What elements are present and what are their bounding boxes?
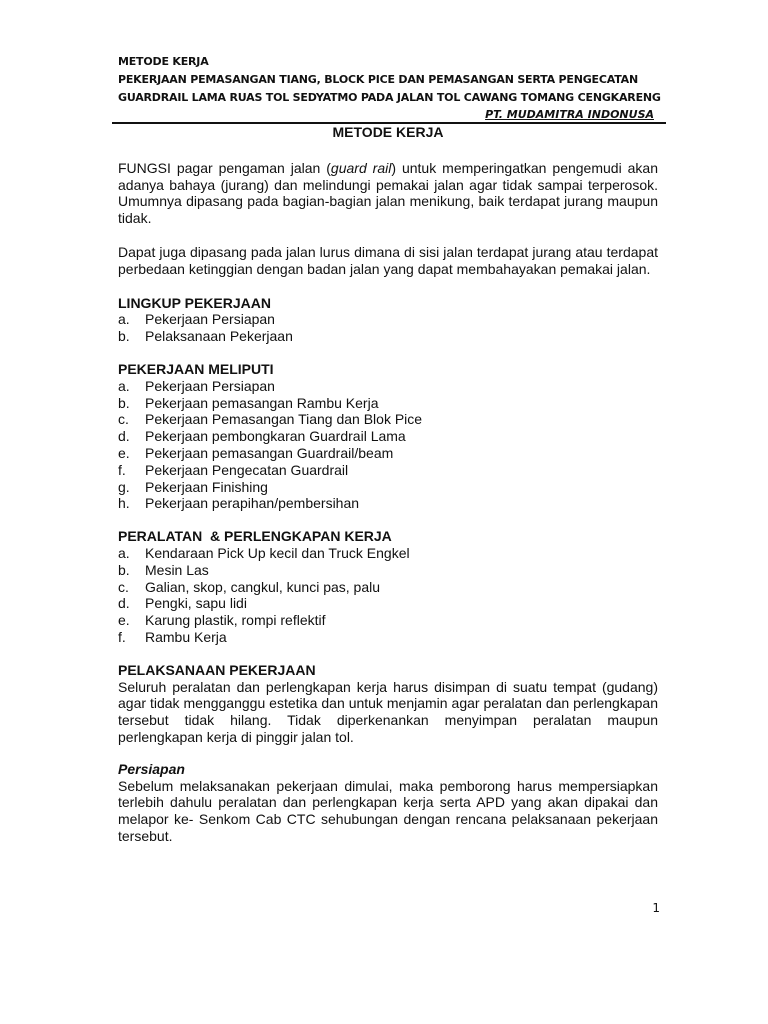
list-text: Pekerjaan pemasangan Guardrail/beam [145, 444, 394, 461]
document-body [118, 124, 658, 862]
list-item [118, 595, 658, 612]
list-text: Pekerjaan perapihan/pembersihan [145, 495, 360, 512]
list-peralatan [118, 545, 658, 646]
page-number: 1 [652, 901, 660, 915]
list-item [118, 328, 658, 345]
list-item [118, 428, 658, 445]
list-item [118, 411, 658, 428]
list-item [118, 462, 658, 479]
intro-p1-before: FUNGSI pagar pengaman jalan ( [118, 159, 331, 176]
section-title-pelaksanaan: PELAKSANAAN PEKERJAAN [118, 661, 316, 678]
list-item [118, 378, 658, 395]
intro-paragraph-1 [118, 160, 658, 227]
list-marker: a. [118, 377, 130, 394]
list-item [118, 562, 658, 579]
intro-p1-after: ) untuk memperingatkan pengemudi akan adanya bahaya (jurang) dan melindungi pemakai jalan agar tidak sampai terperosok. Umumnya dipasang pada bagian-bagian jalan menikung, baik terdapat jurang maupun tidak. [118, 159, 658, 227]
intro-p1-italic: guard rail [330, 159, 392, 176]
pelaksanaan-paragraph: Seluruh peralatan dan perlengkapan kerja harus disimpan di suatu tempat (gudang) agar tidak mengganggu estetika dan untuk menjamin agar peralatan dan perlengkapan tersebut tidak hilang. Tidak diperkenankan menyimpan peralatan maupun perlengkapan kerja di pinggir jalan tol. [118, 678, 658, 745]
intro-paragraph-2: Dapat juga dipasang pada jalan lurus dimana di sisi jalan terdapat jurang atau terdapat perbedaan ketinggian dengan badan jalan yang dapat membahayakan pemakai jalan. [118, 243, 658, 277]
list-item [118, 579, 658, 596]
list-marker: b. [118, 328, 130, 345]
list-text: Kendaraan Pick Up kecil dan Truck Engkel [145, 544, 410, 561]
list-item [118, 311, 658, 328]
list-text: Pekerjaan Persiapan [145, 311, 275, 328]
list-meliputi [118, 378, 658, 512]
list-item [118, 479, 658, 496]
list-text: Rambu Kerja [145, 628, 227, 645]
header-line-2: PEKERJAAN PEMASANGAN TIANG, BLOCK PICE DAN PEMASANGAN SERTA PENGECATAN [118, 73, 638, 86]
list-text: Pekerjaan Pemasangan Tiang dan Blok Pice [145, 411, 423, 428]
list-item [118, 629, 658, 646]
list-marker: b. [118, 561, 130, 578]
list-item [118, 395, 658, 412]
list-text: Pekerjaan pemasangan Rambu Kerja [145, 394, 379, 411]
list-marker: a. [118, 544, 130, 561]
section-title-meliputi: PEKERJAAN MELIPUTI [118, 360, 274, 377]
list-text: Pekerjaan Persiapan [145, 377, 275, 394]
persiapan-paragraph: Sebelum melaksanakan pekerjaan dimulai, maka pemborong harus mempersiapkan terlebih dahulu peralatan dan perlengkapan kerja serta APD yang akan dipakai dan melapor ke- Senkom Cab CTC sehubungan dengan rencana pelaksanaan pekerjaan tersebut. [118, 777, 658, 844]
list-text: Pengki, sapu lidi [145, 595, 247, 612]
list-text: Pekerjaan Finishing [145, 478, 268, 495]
list-marker: c. [118, 578, 129, 595]
header-line-1: METODE KERJA [118, 55, 209, 68]
header-line-3: GUARDRAIL LAMA RUAS TOL SEDYATMO PADA JALAN TOL CAWANG TOMANG CENGKARENG [118, 91, 661, 104]
company-name: PT. MUDAMITRA INDONUSA [485, 108, 654, 121]
list-text: Pelaksanaan Pekerjaan [145, 328, 293, 345]
document-header [118, 53, 664, 107]
page-title: METODE KERJA [332, 124, 444, 140]
list-text: Pekerjaan Pengecatan Guardrail [145, 461, 349, 478]
list-text: Galian, skop, cangkul, kunci pas, palu [145, 578, 381, 595]
list-marker: d. [118, 595, 130, 612]
list-marker: a. [118, 311, 130, 328]
section-title-peralatan: PERALATAN & PERLENGKAPAN KERJA [118, 528, 392, 545]
list-marker: c. [118, 411, 129, 428]
list-marker: f. [118, 628, 126, 645]
list-item [118, 445, 658, 462]
list-text: Mesin Las [145, 561, 209, 578]
list-marker: b. [118, 394, 130, 411]
section-title-lingkup: LINGKUP PEKERJAAN [118, 294, 271, 311]
list-marker: f. [118, 461, 126, 478]
list-lingkup [118, 311, 658, 345]
list-text: Pekerjaan pembongkaran Guardrail Lama [145, 428, 406, 445]
list-marker: e. [118, 612, 130, 629]
list-item [118, 545, 658, 562]
list-text: Karung plastik, rompi reflektif [145, 612, 326, 629]
list-marker: h. [118, 495, 130, 512]
section-title-persiapan: Persiapan [118, 760, 185, 777]
list-item [118, 495, 658, 512]
list-marker: g. [118, 478, 130, 495]
list-item [118, 612, 658, 629]
list-marker: e. [118, 444, 130, 461]
list-marker: d. [118, 428, 130, 445]
